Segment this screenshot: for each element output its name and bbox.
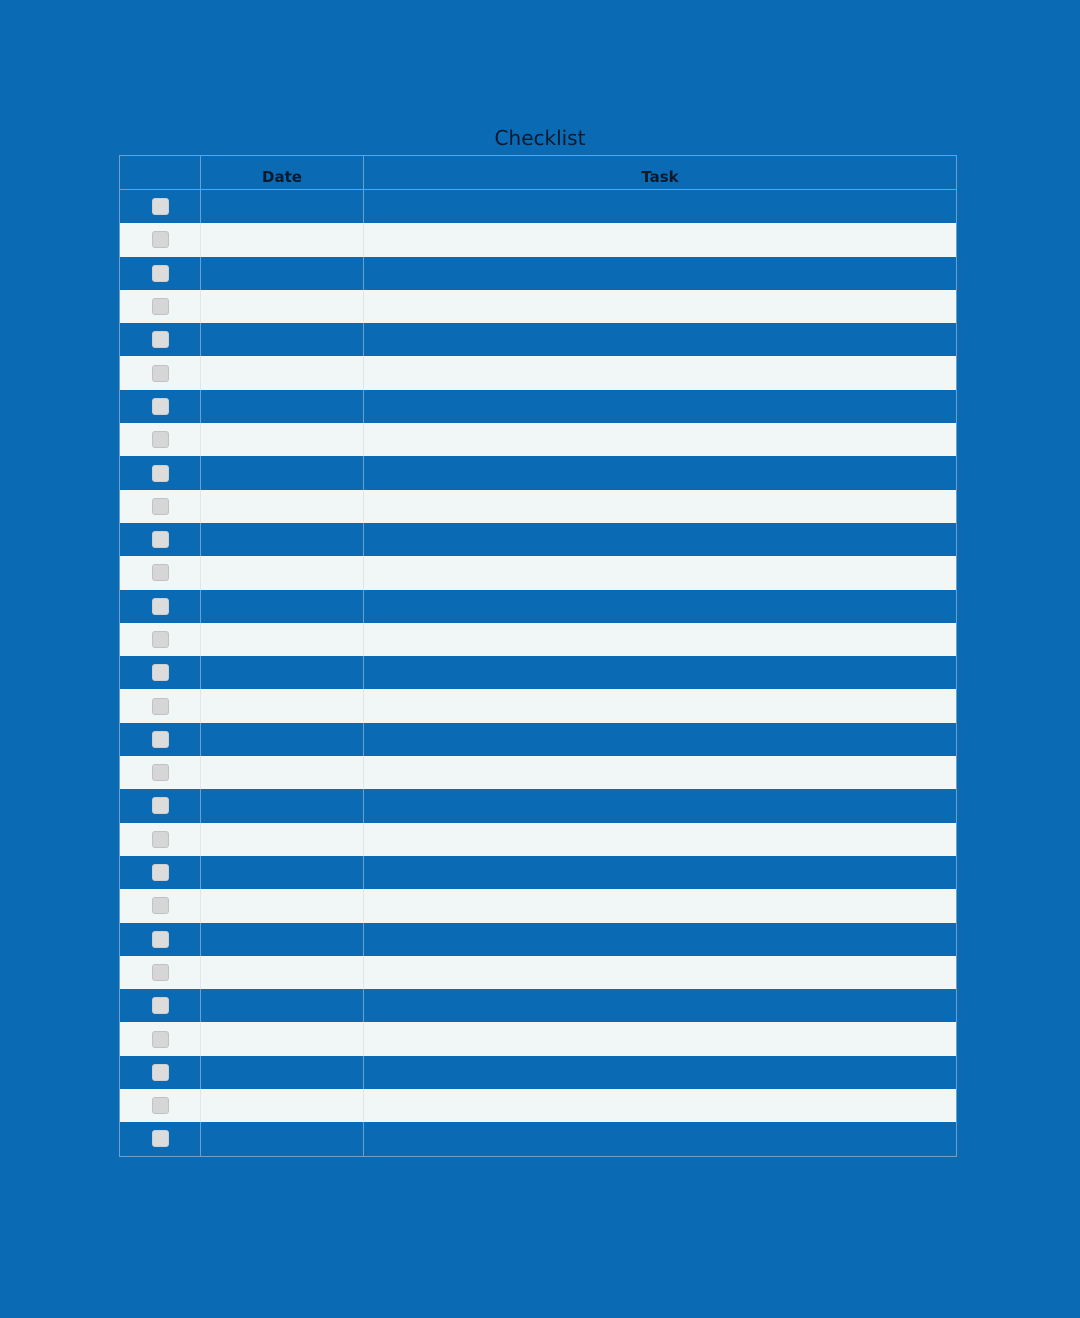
- checkbox-cell: [120, 1089, 201, 1122]
- row-checkbox[interactable]: [152, 731, 169, 748]
- task-cell[interactable]: [364, 923, 956, 956]
- checkbox-cell: [120, 356, 201, 389]
- date-cell[interactable]: [201, 290, 364, 323]
- task-cell[interactable]: [364, 623, 956, 656]
- date-cell[interactable]: [201, 490, 364, 523]
- task-cell[interactable]: [364, 1089, 956, 1122]
- table-row: [120, 889, 956, 922]
- table-row: [120, 989, 956, 1022]
- table-row: [120, 1022, 956, 1055]
- row-checkbox[interactable]: [152, 498, 169, 515]
- table-row: [120, 523, 956, 556]
- page-title: Checklist: [494, 126, 586, 150]
- header-date: Date: [201, 156, 364, 189]
- checkbox-cell: [120, 789, 201, 822]
- checkbox-cell: [120, 257, 201, 290]
- table-row: [120, 390, 956, 423]
- task-cell[interactable]: [364, 456, 956, 489]
- table-body: [120, 190, 956, 1156]
- row-checkbox[interactable]: [152, 664, 169, 681]
- row-checkbox[interactable]: [152, 431, 169, 448]
- row-checkbox[interactable]: [152, 331, 169, 348]
- date-cell[interactable]: [201, 1089, 364, 1122]
- checkbox-cell: [120, 756, 201, 789]
- row-checkbox[interactable]: [152, 298, 169, 315]
- date-cell[interactable]: [201, 190, 364, 223]
- checkbox-cell: [120, 456, 201, 489]
- table-row: [120, 456, 956, 489]
- row-checkbox[interactable]: [152, 698, 169, 715]
- task-cell[interactable]: [364, 257, 956, 290]
- row-checkbox[interactable]: [152, 398, 169, 415]
- task-cell[interactable]: [364, 856, 956, 889]
- checkbox-cell: [120, 323, 201, 356]
- task-cell[interactable]: [364, 756, 956, 789]
- task-cell[interactable]: [364, 723, 956, 756]
- date-cell[interactable]: [201, 689, 364, 722]
- row-checkbox[interactable]: [152, 1031, 169, 1048]
- date-cell[interactable]: [201, 423, 364, 456]
- checkbox-cell: [120, 423, 201, 456]
- row-checkbox[interactable]: [152, 1064, 169, 1081]
- date-cell[interactable]: [201, 989, 364, 1022]
- row-checkbox[interactable]: [152, 931, 169, 948]
- row-checkbox[interactable]: [152, 964, 169, 981]
- checkbox-cell: [120, 223, 201, 256]
- table-row: [120, 356, 956, 389]
- header-checkbox-column: [120, 156, 201, 189]
- task-cell[interactable]: [364, 1122, 956, 1155]
- date-cell[interactable]: [201, 856, 364, 889]
- date-cell[interactable]: [201, 656, 364, 689]
- row-checkbox[interactable]: [152, 598, 169, 615]
- checkbox-cell: [120, 823, 201, 856]
- table-row: [120, 190, 956, 223]
- row-checkbox[interactable]: [152, 365, 169, 382]
- checklist-table: [119, 155, 957, 1157]
- table-row: [120, 1056, 956, 1089]
- date-cell[interactable]: [201, 323, 364, 356]
- date-cell[interactable]: [201, 823, 364, 856]
- row-checkbox[interactable]: [152, 997, 169, 1014]
- table-header: [120, 156, 956, 190]
- checkbox-cell: [120, 523, 201, 556]
- checkbox-cell: [120, 290, 201, 323]
- date-cell[interactable]: [201, 789, 364, 822]
- date-cell[interactable]: [201, 257, 364, 290]
- table-row: [120, 423, 956, 456]
- date-cell[interactable]: [201, 356, 364, 389]
- checkbox-cell: [120, 956, 201, 989]
- header-task: Task: [641, 168, 679, 186]
- row-checkbox[interactable]: [152, 1097, 169, 1114]
- row-checkbox[interactable]: [152, 265, 169, 282]
- task-cell[interactable]: [364, 423, 956, 456]
- task-cell[interactable]: [364, 989, 956, 1022]
- checkbox-cell: [120, 390, 201, 423]
- checkbox-cell: [120, 923, 201, 956]
- checkbox-cell: [120, 1022, 201, 1055]
- row-checkbox[interactable]: [152, 465, 169, 482]
- task-cell[interactable]: [364, 390, 956, 423]
- date-cell[interactable]: [201, 956, 364, 989]
- task-cell[interactable]: [364, 590, 956, 623]
- checkbox-cell: [120, 1122, 201, 1155]
- table-row: [120, 823, 956, 856]
- checkbox-cell: [120, 490, 201, 523]
- table-row: [120, 789, 956, 822]
- table-row: [120, 723, 956, 756]
- date-cell[interactable]: [201, 1122, 364, 1155]
- checkbox-cell: [120, 889, 201, 922]
- checkbox-cell: [120, 623, 201, 656]
- checkbox-cell: [120, 1056, 201, 1089]
- table-row: [120, 290, 956, 323]
- row-checkbox[interactable]: [152, 764, 169, 781]
- task-cell[interactable]: [364, 190, 956, 223]
- date-cell[interactable]: [201, 223, 364, 256]
- date-cell[interactable]: [201, 756, 364, 789]
- date-cell[interactable]: [201, 1022, 364, 1055]
- task-cell[interactable]: [364, 823, 956, 856]
- date-cell[interactable]: [201, 390, 364, 423]
- checkbox-cell: [120, 190, 201, 223]
- date-cell[interactable]: [201, 923, 364, 956]
- row-checkbox[interactable]: [152, 631, 169, 648]
- date-cell[interactable]: [201, 1056, 364, 1089]
- date-cell[interactable]: [201, 523, 364, 556]
- date-cell[interactable]: [201, 456, 364, 489]
- date-cell[interactable]: [201, 889, 364, 922]
- task-cell[interactable]: [364, 356, 956, 389]
- checkbox-cell: [120, 556, 201, 589]
- table-row: [120, 323, 956, 356]
- row-checkbox[interactable]: [152, 198, 169, 215]
- row-checkbox[interactable]: [152, 864, 169, 881]
- task-cell[interactable]: [364, 889, 956, 922]
- task-cell[interactable]: [364, 556, 956, 589]
- task-cell[interactable]: [364, 1022, 956, 1055]
- checkbox-cell: [120, 723, 201, 756]
- table-row: [120, 1089, 956, 1122]
- checkbox-cell: [120, 656, 201, 689]
- task-cell[interactable]: [364, 956, 956, 989]
- table-row: [120, 590, 956, 623]
- task-cell[interactable]: [364, 789, 956, 822]
- checkbox-cell: [120, 590, 201, 623]
- table-row: [120, 756, 956, 789]
- task-cell[interactable]: [364, 1056, 956, 1089]
- row-checkbox[interactable]: [152, 1130, 169, 1147]
- row-checkbox[interactable]: [152, 831, 169, 848]
- table-row: [120, 923, 956, 956]
- table-row: [120, 1122, 956, 1155]
- row-checkbox[interactable]: [152, 564, 169, 581]
- date-cell[interactable]: [201, 590, 364, 623]
- table-row: [120, 956, 956, 989]
- task-cell[interactable]: [364, 523, 956, 556]
- checkbox-cell: [120, 989, 201, 1022]
- table-row: [120, 223, 956, 256]
- task-cell[interactable]: [364, 290, 956, 323]
- date-cell[interactable]: [201, 723, 364, 756]
- task-cell[interactable]: [364, 323, 956, 356]
- date-cell[interactable]: [201, 556, 364, 589]
- task-cell[interactable]: [364, 223, 956, 256]
- row-checkbox[interactable]: [152, 897, 169, 914]
- checkbox-cell: [120, 856, 201, 889]
- row-checkbox[interactable]: [152, 531, 169, 548]
- task-cell[interactable]: [364, 656, 956, 689]
- row-checkbox[interactable]: [152, 231, 169, 248]
- task-cell[interactable]: [364, 689, 956, 722]
- table-row: [120, 856, 956, 889]
- checkbox-cell: [120, 689, 201, 722]
- table-row: [120, 623, 956, 656]
- table-row: [120, 689, 956, 722]
- row-checkbox[interactable]: [152, 797, 169, 814]
- table-row: [120, 257, 956, 290]
- task-cell[interactable]: [364, 490, 956, 523]
- table-row: [120, 656, 956, 689]
- table-row: [120, 490, 956, 523]
- date-cell[interactable]: [201, 623, 364, 656]
- table-row: [120, 556, 956, 589]
